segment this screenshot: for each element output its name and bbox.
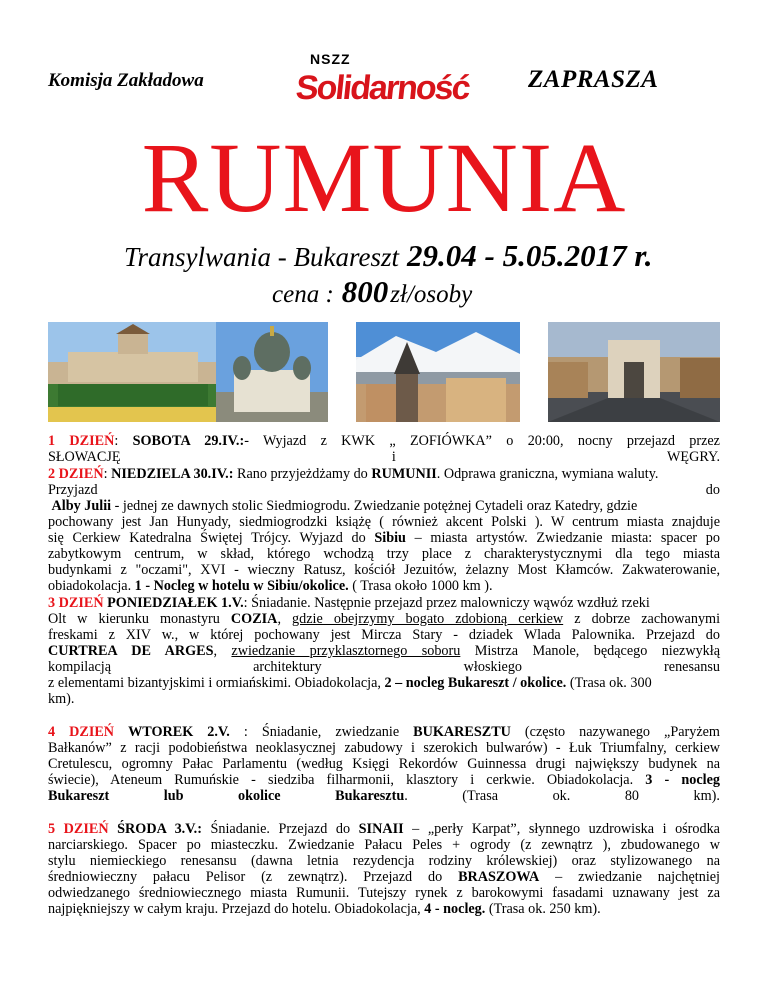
day5-brasov: BRASZOWA (458, 869, 540, 885)
day2-alba: Alby Julii (51, 498, 112, 514)
day2-text: Rano przyjeżdżamy do (233, 466, 372, 482)
day4-trasa: (Trasa (462, 788, 499, 804)
day5-line2: narciarskiego. Spacer po miasteczku. Zwiedzanie Pałacu Peles + ogrody (z zewnątrz ), zbudowanego w (48, 837, 720, 853)
day3-line4-sep: , (213, 643, 232, 659)
day4-text: : Śniadanie, zwiedzanie (229, 724, 414, 740)
price-unit: zł/osoby (390, 281, 473, 308)
day2-sibiu: Sibiu (374, 530, 406, 546)
day3-line1 (48, 595, 720, 611)
day2-line6: zabytkowym centrum, w skład, którego wchodzą trzy place z charakterystycznymi dla tego miasta (48, 546, 720, 562)
day3-text: : Śniadanie. Następnie przejazd przez malowniczy wąwóz wzdłuż rzeki (243, 595, 650, 611)
day2-line8-text: obiadokolacja. (48, 578, 135, 594)
day4-km: km). (693, 788, 720, 804)
day2-line3 (48, 498, 720, 514)
day3-line2 (48, 611, 720, 627)
sibiu-photo (356, 322, 520, 422)
day4-ok: ok. (552, 788, 571, 804)
day1-label: 1 DZIEŃ (48, 433, 115, 449)
day2-line4: pochowany jest Jan Hunyady, siedmiogrodzki książę ( również akcent Polski ). W centrum miasta znajduje (48, 514, 720, 530)
day3-line2-rest: z dobrze zachowanymi (563, 611, 721, 627)
day3-line4 (48, 643, 720, 659)
day4-lub: lub (163, 788, 184, 804)
day2-line2: Przyjazd do (48, 482, 720, 498)
day2-line3-text: - jednej ze dawnych stolic Siedmiogrodu. Zwiedzanie potężnej Cytadeli oraz Katedry, gdzie (111, 498, 638, 514)
day3-label: 3 DZIEŃ (48, 595, 104, 611)
day1-line1: 1 DZIEŃ: SOBOTA 29.IV.:- Wyjazd z KWK „ ZOFIÓWKA” o 20:00, nocny przejazd przez (48, 433, 720, 449)
day4-bukareszt: Bukareszt (48, 788, 110, 804)
day5-text2: – „perły Karpat”, słynnego uzdrowiska i ośrodka (403, 821, 720, 837)
trip-dates: 29.04 - 5.05.2017 r. (407, 238, 653, 273)
day4-nocleg: 3 - nocleg (645, 772, 721, 788)
day2-line8 (48, 578, 720, 594)
day5-text: Śniadanie. Przejazd do (201, 821, 359, 837)
day3-nocleg: 2 – nocleg Bukareszt / okolice. (384, 675, 567, 691)
day3-line2-text: Olt w kierunku monastyru (48, 611, 231, 627)
day5-line6 (48, 901, 720, 917)
day2-label: 2 DZIEŃ (48, 466, 104, 482)
day5-date: ŚRODA 3.V.: (117, 821, 202, 837)
day3-cozia: COZIA (230, 611, 278, 627)
day5-label: 5 DZIEŃ (48, 821, 109, 837)
day3-line7: km). (48, 691, 75, 707)
day3-line3: freskami z XIV w., w której pochowany jest Mircza Stary - dziadek Wlada Palownika. Przejazd do (48, 627, 720, 643)
trip-price (272, 274, 472, 310)
day5-line3: stylu niemieckiego renesansu (dawna letnia rezydencja rodziny królewskiej) oraz stylizowanego na (48, 853, 720, 869)
price-label: cena : (272, 281, 334, 308)
day2-line8-rest: ( Trasa około 1000 km ). (348, 578, 493, 594)
day4-km-value: 80 (624, 788, 640, 804)
day3-line2-sep: , (277, 611, 293, 627)
day2-nocleg: 1 - Nocleg w hotelu w Sibiu/okolice. (134, 578, 349, 594)
day4-dot: . (404, 788, 408, 804)
logo-nszz-text: NSZZ (310, 51, 351, 67)
day4-bukaresztu: Bukaresztu (335, 788, 405, 804)
logo-wordmark: Solidarność (294, 69, 471, 107)
day3-line4-rest: Mistrza Manole, będącego niezwykłą (460, 643, 721, 659)
day1-date: SOBOTA 29.IV.: (132, 433, 245, 449)
page-title: RUMUNIA (141, 122, 627, 233)
day5-line5: odwiedzanego średniowiecznego miasta Rumunii. Tutejszy rynek z barokowymi fasadami uznawany jest za (48, 885, 720, 901)
day5-line4-text: średniowieczny pałacu Pelisor (z zewnątrz). Przejazd do (48, 869, 459, 885)
day4-line3: Cretulescu, ogromny Pałac Parlamentu (według Księgi Rekordów Guinnessa drugi największy budynek na (48, 756, 720, 772)
day2-line5-rest: – miasta artystów. Zwiedzanie miasta: spacer po (405, 530, 720, 546)
day5-sinaia: SINAII (358, 821, 404, 837)
trip-subtitle (124, 238, 652, 274)
day5-line6-rest: (Trasa ok. 250 km). (485, 901, 601, 917)
day3-cerkiew-link: gdzie obejrzymy bogato zdobioną cerkiew (292, 611, 564, 627)
day2-line5 (48, 530, 720, 546)
day5-line6-text: najpiękniejszy w całym kraju. Przejazd do hotelu. Obiadokolacja, (48, 901, 425, 917)
day4-line4-text: świecie), Ateneum Rumuńskie - siedziba filharmonii, klasztory i cerkwie. Obiadokolacja. (48, 772, 646, 788)
day3-line6 (48, 675, 720, 691)
day4-line4 (48, 772, 720, 788)
day4-label: 4 DZIEŃ (48, 724, 115, 740)
invite-label: ZAPRASZA (528, 66, 659, 93)
day3-line6-rest: (Trasa ok. 300 (566, 675, 652, 691)
day5-line4-rest: – zwiedzanie najchętniej (539, 869, 720, 885)
day4-line2: Bałkanów” z racji podobieństwa neoklasycznej zabudowy i szerokich bulwarów) - Łuk Triumfalny, cerkiew (48, 740, 720, 756)
price-amount: 800 (341, 274, 389, 309)
day3-line5: kompilacją architektury włoskiego renesansu (48, 659, 720, 675)
day4-line5 (48, 788, 720, 804)
day3-sobor-link: zwiedzanie przyklasztornego soboru (231, 643, 461, 659)
trip-route: Transylwania - Bukareszt (124, 242, 400, 272)
day4-text2: (często nazywanego „Paryżem (510, 724, 720, 740)
day2-line1: 2 DZIEŃ: NIEDZIELA 30.IV.: Rano przyjeżdżamy do RUMUNII. Odprawa graniczna, wymiana waluty. (48, 466, 659, 482)
day3-date: PONIEDZIAŁEK 1.V. (107, 595, 244, 611)
day4-line1 (48, 724, 720, 740)
day4-date: WTOREK 2.V. (128, 724, 230, 740)
day5-line1 (48, 821, 720, 837)
palace-photo (48, 322, 216, 422)
day2-date: NIEDZIELA 30.IV.: (111, 466, 234, 482)
cathedral-photo (216, 322, 328, 422)
day4-okolice: okolice (238, 788, 281, 804)
day3-curtea: CURTREA DE ARGES (48, 643, 214, 659)
day4-city: BUKARESZTU (413, 724, 511, 740)
organizer-label: Komisja Zakładowa (48, 70, 204, 91)
day5-nocleg: 4 - nocleg. (424, 901, 486, 917)
day3-line6-text: z elementami bizantyjskimi i ormiańskimi. Obiadokolacja, (48, 675, 385, 691)
day2-text2: . Odprawa graniczna, wymiana waluty. (436, 466, 659, 482)
triumphal-arch-photo (548, 322, 720, 422)
day2-country: RUMUNII (371, 466, 437, 482)
day2-line7: budynkami z "oczami", XVI - wieczny Ratusz, kościół Jezuitów, żelazny Most Kłamców. Zakwaterowanie, (48, 562, 720, 578)
day1-line2: SŁOWACJĘ i WĘGRY. (48, 449, 720, 465)
day1-text: - Wyjazd z KWK „ ZOFIÓWKA” o 20:00, nocny przejazd przez (244, 433, 720, 449)
day2-line5-text: się Cerkiew Katedralna Świętej Trójcy. Wyjazd do (48, 530, 375, 546)
solidarnosc-logo (290, 47, 502, 125)
day5-line4 (48, 869, 720, 885)
